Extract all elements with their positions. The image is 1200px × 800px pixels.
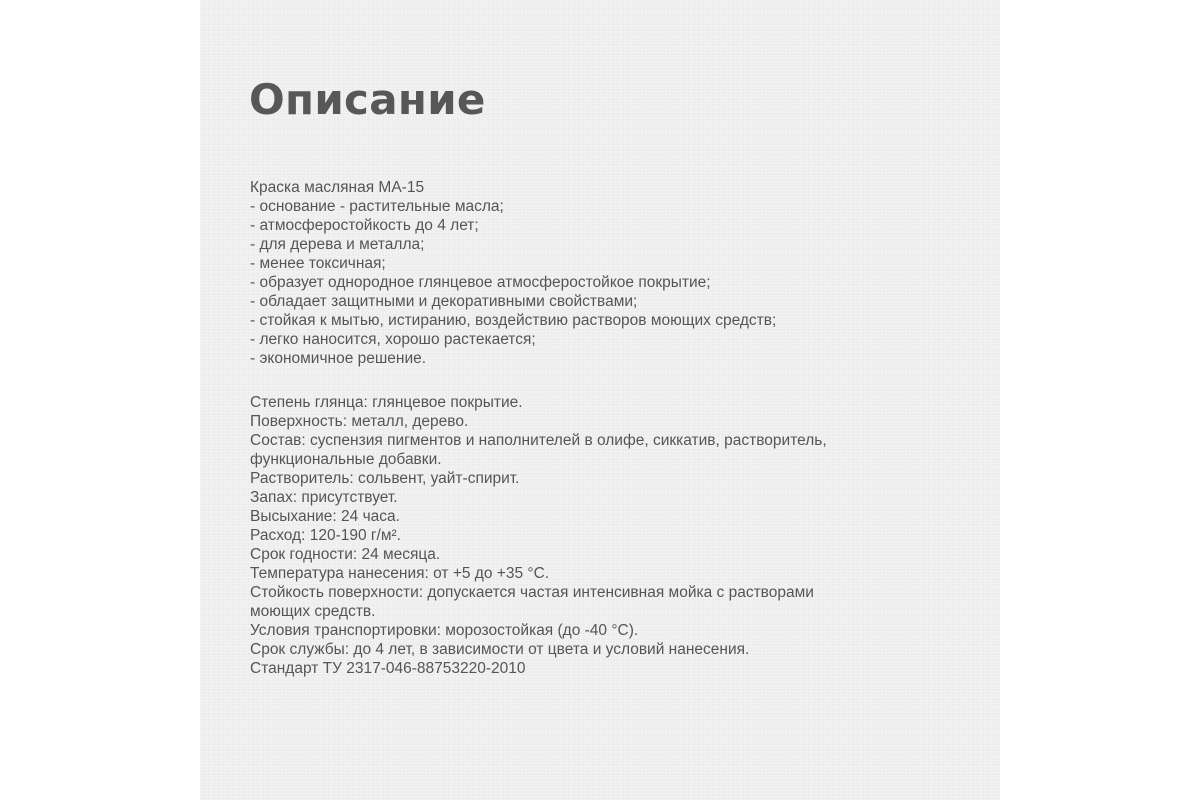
feature-line: - экономичное решение. (250, 350, 427, 367)
spec-surface: Поверхность: металл, дерево. (250, 413, 469, 430)
spec-composition: Состав: суспензия пигментов и наполнителей в олифе, сиккатив, растворитель, (250, 432, 827, 449)
spec-shelf-life: Срок годности: 24 месяца. (250, 546, 441, 563)
spec-solvent: Растворитель: сольвент, уайт-спирит. (250, 470, 520, 487)
spec-surface-resistance-continued: моющих средств. (250, 603, 376, 620)
spec-gloss: Степень глянца: глянцевое покрытие. (250, 394, 523, 411)
specifications-list (250, 393, 970, 678)
product-name-line: Краска масляная МА-15 (250, 179, 425, 196)
feature-line: - основание - растительные масла; (250, 198, 504, 215)
spec-standard: Стандарт ТУ 2317-046-88753220-2010 (250, 660, 526, 677)
spec-consumption: Расход: 120-190 г/м². (250, 527, 401, 544)
spec-surface-resistance: Стойкость поверхности: допускается частая интенсивная мойка с растворами (250, 584, 814, 601)
feature-line: - образует однородное глянцевое атмосферостойкое покрытие; (250, 274, 711, 291)
spec-composition-continued: функциональные добавки. (250, 451, 442, 468)
feature-line: - для дерева и металла; (250, 236, 425, 253)
feature-line: - легко наносится, хорошо растекается; (250, 331, 536, 348)
description-title: Описание (249, 75, 486, 124)
spec-drying: Высыхание: 24 часа. (250, 508, 400, 525)
spec-odor: Запах: присутствует. (250, 489, 398, 506)
spec-service-life: Срок службы: до 4 лет, в зависимости от цвета и условий нанесения. (250, 641, 750, 658)
feature-line: - стойкая к мытью, истиранию, воздействию растворов моющих средств; (250, 312, 777, 329)
spec-application-temperature: Температура нанесения: от +5 до +35 °С. (250, 565, 550, 582)
features-list (250, 178, 970, 368)
feature-line: - обладает защитными и декоративными свойствами; (250, 293, 638, 310)
spec-transport-conditions: Условия транспортировки: морозостойкая (до -40 °С). (250, 622, 639, 639)
feature-line: - атмосферостойкость до 4 лет; (250, 217, 479, 234)
description-card (200, 0, 1000, 800)
feature-line: - менее токсичная; (250, 255, 386, 272)
